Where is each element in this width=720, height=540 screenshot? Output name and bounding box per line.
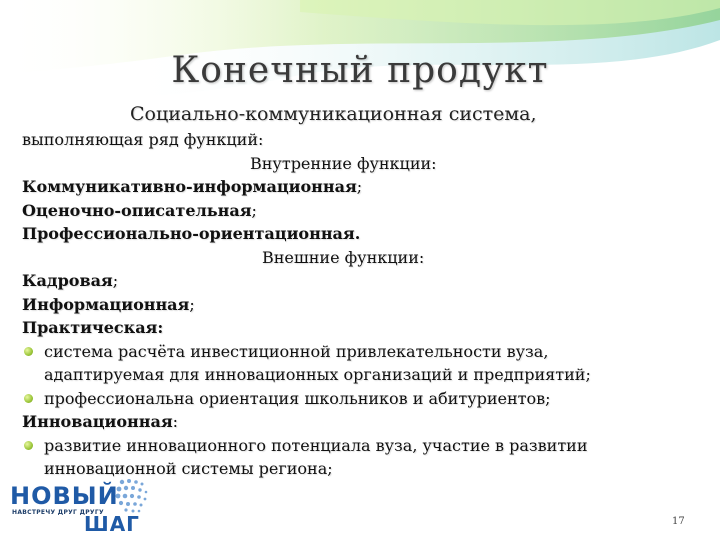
- external-function-1-name: Кадровая: [22, 271, 113, 290]
- page-number: 17: [672, 516, 685, 527]
- green-circle-bullet-icon: [24, 441, 33, 450]
- internal-function-2-punct: ;: [251, 200, 257, 220]
- external-function-2-name: Информационная: [22, 294, 190, 314]
- external-function-2: [22, 293, 702, 317]
- bullet-item: [22, 434, 702, 458]
- slide-body: [22, 128, 702, 481]
- external-function-1-punct: ;: [112, 271, 119, 290]
- green-circle-bullet-icon: [24, 394, 33, 403]
- internal-functions-heading: Внутренние функции:: [250, 153, 437, 173]
- external-functions-heading: Внешние функции:: [262, 247, 425, 267]
- internal-function-3: Профессионально-ориентационная.: [22, 224, 361, 243]
- external-function-4: [22, 410, 702, 434]
- bullet-3-line-2: инновационной системы региона;: [44, 459, 333, 478]
- logo-tagline: НАВСТРЕЧУ ДРУГ ДРУГУ: [12, 509, 104, 516]
- bullet-item: [22, 340, 702, 364]
- slide-title: Конечный продукт: [171, 50, 549, 91]
- intro-line: выполняющая ряд функций:: [22, 130, 264, 149]
- bullet-3-line-1: развитие инновационного потенциала вуза, участие в развитии: [44, 435, 588, 455]
- external-function-4-punct: :: [172, 412, 179, 431]
- bullet-2-text: профессиональна ориентация школьников и абитуриентов;: [44, 388, 551, 408]
- external-function-1: [22, 269, 702, 293]
- novyi-shag-logo: [8, 476, 168, 538]
- internal-function-2: [22, 199, 702, 223]
- logo-word-novyi: НОВЫЙ: [10, 482, 119, 510]
- internal-function-2-name: Оценочно-описательная: [22, 200, 252, 220]
- green-circle-bullet-icon: [24, 347, 33, 356]
- bullet-1-line-1: система расчёта инвестиционной привлекательности вуза,: [44, 341, 549, 361]
- external-function-3: Практическая:: [22, 318, 164, 337]
- logo-word-shag: ШАГ: [84, 512, 140, 536]
- slide-subtitle: Социально-коммуникационная система,: [130, 103, 537, 125]
- internal-function-1-name: Коммуникативно-информационная: [22, 177, 357, 196]
- bullet-1-line-2: адаптируемая для инновационных организаций и предприятий;: [44, 365, 591, 384]
- bullet-item: [22, 387, 702, 411]
- internal-function-1-punct: ;: [356, 177, 363, 196]
- internal-function-1: [22, 175, 702, 199]
- external-function-4-name: Инновационная: [22, 412, 173, 431]
- external-function-2-punct: ;: [189, 294, 195, 314]
